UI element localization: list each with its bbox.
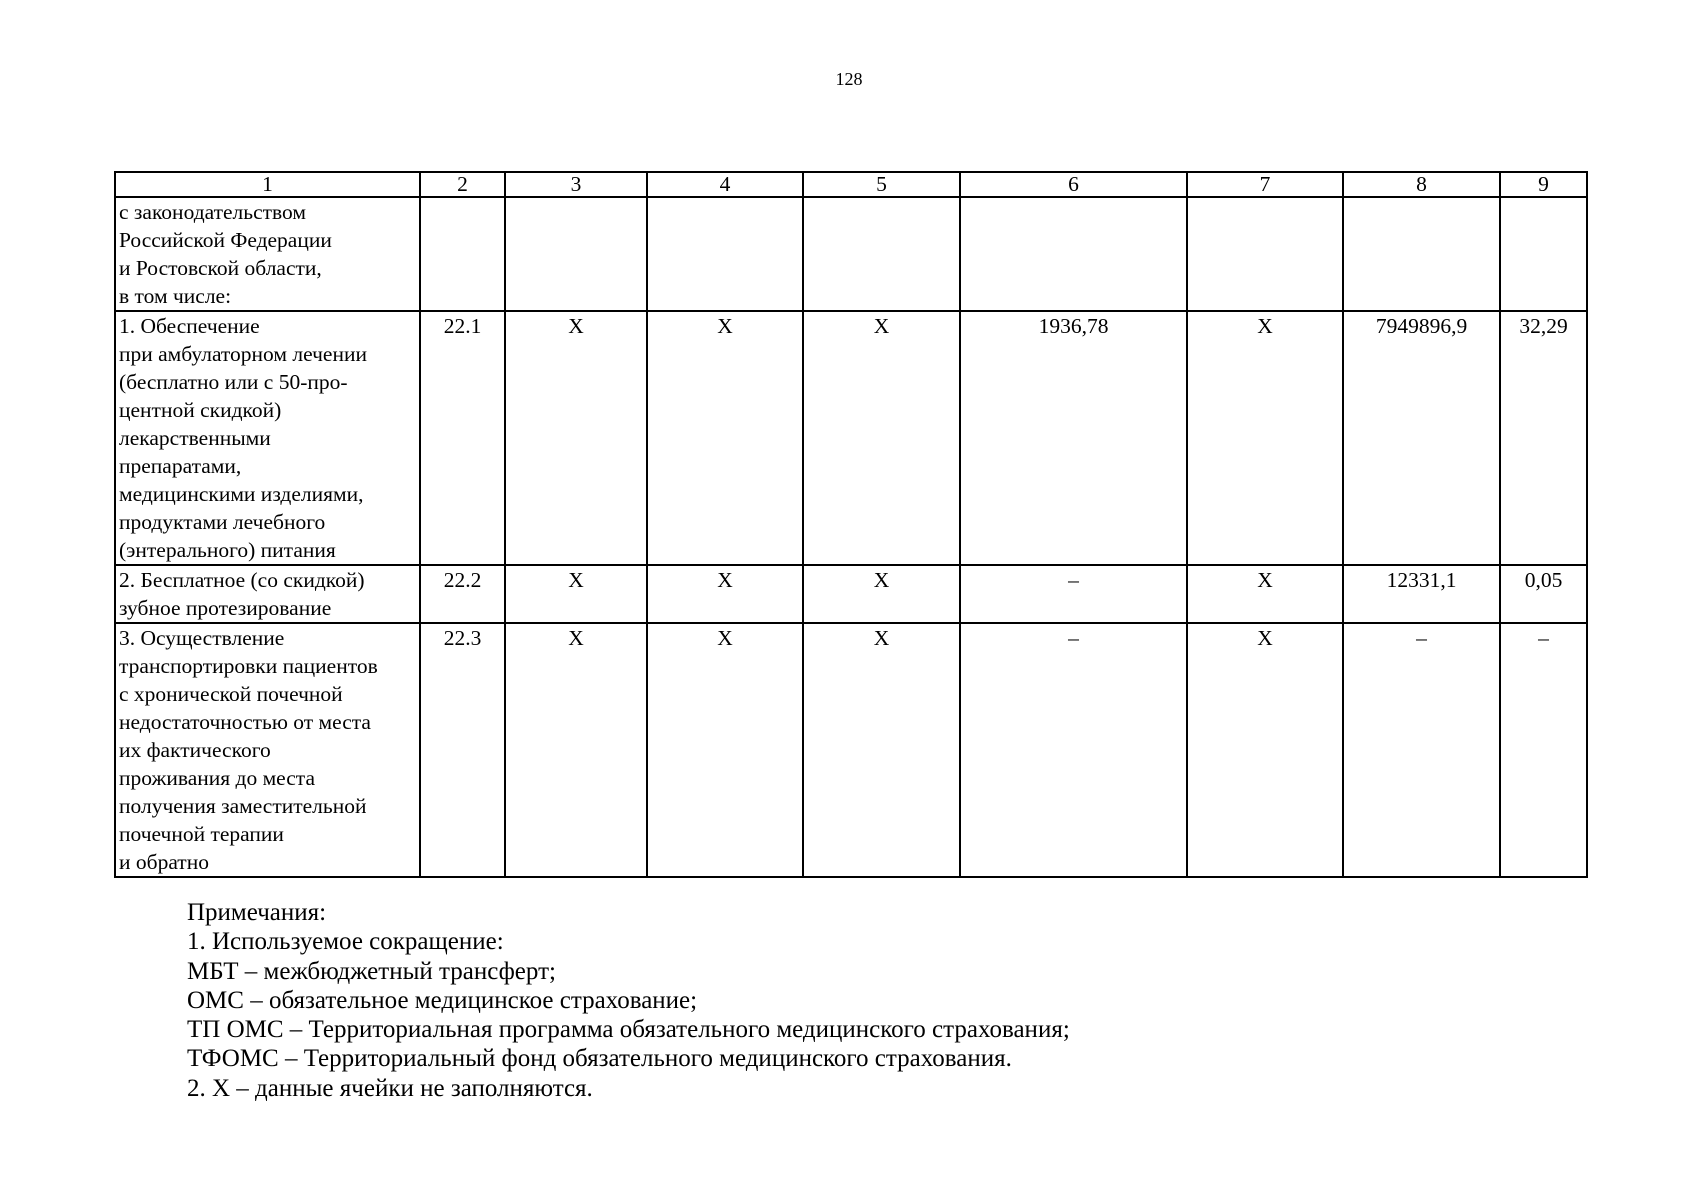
table-cell: X <box>803 623 960 877</box>
note-line: 1. Используемое сокращение: <box>187 928 504 956</box>
row-label: с законодательством Российской Федерации и Ростовской области, в том числе: <box>115 197 420 311</box>
table-cell: 12331,1 <box>1343 565 1500 623</box>
column-number: 6 <box>960 172 1187 197</box>
table-cell: 0,05 <box>1500 565 1587 623</box>
column-number-row <box>115 172 1587 197</box>
table-cell: X <box>1187 623 1343 877</box>
table-row <box>115 623 1587 877</box>
note-line: МБТ – межбюджетный трансферт; <box>187 957 556 985</box>
table-cell: 1936,78 <box>960 311 1187 565</box>
table-cell: X <box>505 565 647 623</box>
table-cell: X <box>647 623 803 877</box>
table-cell <box>1187 197 1343 311</box>
row-label: 3. Осуществление транспортировки пациентов с хронической почечной недостаточностью от места их фактического проживания до места получения заместительной почечной терапии и обратно <box>115 623 420 877</box>
column-number: 9 <box>1500 172 1587 197</box>
column-number: 2 <box>420 172 505 197</box>
table-cell <box>960 197 1187 311</box>
column-number: 4 <box>647 172 803 197</box>
table-cell <box>803 197 960 311</box>
table-cell: X <box>647 565 803 623</box>
table-cell: X <box>505 311 647 565</box>
table-cell: 7949896,9 <box>1343 311 1500 565</box>
column-number: 3 <box>505 172 647 197</box>
table-cell: X <box>803 311 960 565</box>
table-cell: – <box>960 623 1187 877</box>
table-row <box>115 197 1587 311</box>
page-number: 128 <box>835 69 863 89</box>
column-number: 5 <box>803 172 960 197</box>
table-cell <box>647 197 803 311</box>
notes-title: Примечания: <box>187 899 327 926</box>
notes-section <box>187 898 1587 1103</box>
table-cell: 22.3 <box>420 623 505 877</box>
table-row <box>115 311 1587 565</box>
note-line: ТП ОМС – Территориальная программа обязательного медицинского страхования; <box>187 1016 1070 1044</box>
table-cell: 22.1 <box>420 311 505 565</box>
table-cell: – <box>960 565 1187 623</box>
column-number: 1 <box>115 172 420 197</box>
table-cell: X <box>1187 311 1343 565</box>
note-line: ТФОМС – Территориальный фонд обязательного медицинского страхования. <box>187 1045 1012 1073</box>
row-label: 1. Обеспечение при амбулаторном лечении (бесплатно или с 50-про- центной скидкой) лекарственными препаратами, медицинскими изделиями, продуктами лечебного (энтерального) питания <box>115 311 420 565</box>
table-cell <box>1500 197 1587 311</box>
table-cell: 32,29 <box>1500 311 1587 565</box>
table-row <box>115 565 1587 623</box>
table-cell: – <box>1500 623 1587 877</box>
note-line: 2. X – данные ячейки не заполняются. <box>187 1074 593 1102</box>
row-label: 2. Бесплатное (со скидкой) зубное протезирование <box>115 565 420 623</box>
column-number: 7 <box>1187 172 1343 197</box>
table-cell: – <box>1343 623 1500 877</box>
data-table <box>114 171 1588 878</box>
table-cell <box>1343 197 1500 311</box>
table-cell: X <box>505 623 647 877</box>
table-cell: 22.2 <box>420 565 505 623</box>
table-cell <box>420 197 505 311</box>
table-cell <box>505 197 647 311</box>
note-line: ОМС – обязательное медицинское страхование; <box>187 986 698 1014</box>
table-cell: X <box>647 311 803 565</box>
table-cell: X <box>1187 565 1343 623</box>
column-number: 8 <box>1343 172 1500 197</box>
table-cell: X <box>803 565 960 623</box>
